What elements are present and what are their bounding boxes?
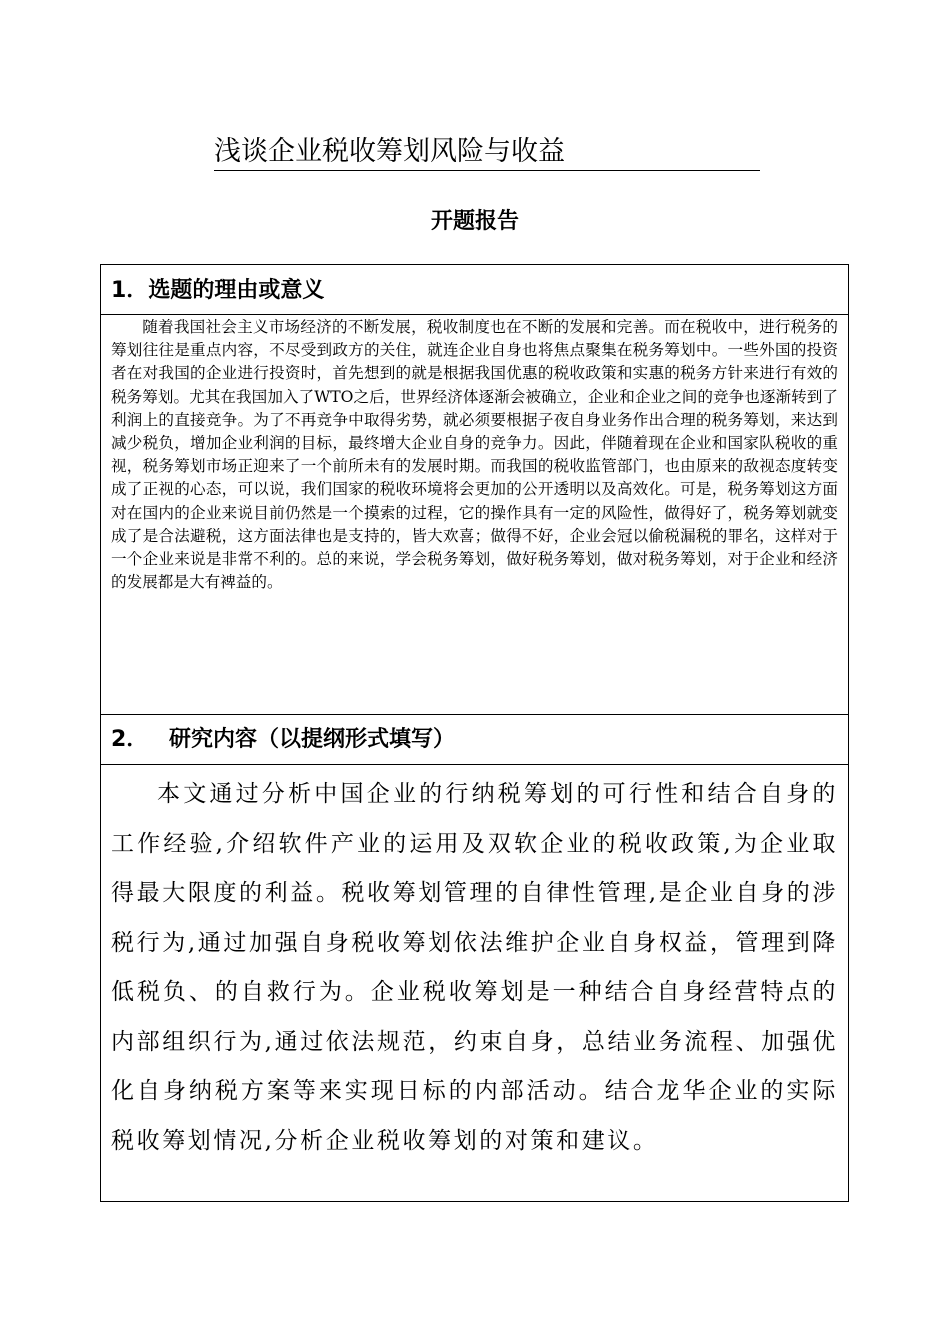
- report-form-table: [100, 264, 849, 1202]
- section-2-header: [101, 715, 848, 765]
- section-1-body: 随着我国社会主义市场经济的不断发展，税收制度也在不断的发展和完善。而在税收中，进行税务的筹划往往是重点内容，不尽受到政方的关住，就连企业自身也将焦点聚集在税务筹划中。一些外国的投资者在对我国的企业进行投资时，首先想到的就是根据我国优惠的税收政策和实惠的税务方针来进行有效的税务筹划。尤其在我国加入了WTO之后，世界经济体逐渐会被确立，企业和企业之间的竞争也逐渐转到了利润上的直接竞争。为了不再竞争中取得劣势，就必须要根据子夜自身业务作出合理的税务筹划，来达到减少税负，增加企业利润的目标，最终增大企业自身的竞争力。因此，伴随着现在企业和国家队税收的重视，税务筹划市场正迎来了一个前所未有的发展时期。而我国的税收监管部门，也由原来的敌视态度转变成了正视的心态，可以说，我们国家的税收环境将会更加的公开透明以及高效化。可是，税务筹划这方面对在国内的企业来说目前仍然是一个摸索的过程，它的操作具有一定的风险性，做得好了，税务筹划就变成了是合法避税，这方面法律也是支持的，皆大欢喜；做得不好，企业会冠以偷税漏税的罪名，这样对于一个企业来说是非常不利的。总的来说，学会税务筹划，做好税务筹划，做对税务筹划，对于企业和经济的发展都是大有裨益的。: [101, 315, 848, 715]
- section-2-body: 本文通过分析中国企业的行纳税筹划的可行性和结合自身的工作经验,介绍软件产业的运用及双软企业的税收政策,为企业取得最大限度的利益。税收筹划管理的自律性管理,是企业自身的涉税行为,通过加强自身税收筹划依法维护企业自身权益，管理到降低税负、的自救行为。企业税收筹划是一种结合自身经营特点的内部组织行为,通过依法规范，约束自身，总结业务流程、加强优化自身纳税方案等来实现日标的内部活动。结合龙华企业的实际税收筹划情况,分析企业税收筹划的对策和建议。: [111, 781, 838, 1154]
- section-1-heading: 选题的理由或意义: [148, 278, 325, 303]
- section-2-heading: 研究内容（以提纲形式填写）: [169, 727, 456, 752]
- section-2-number: 2．: [111, 727, 149, 752]
- report-heading: 开题报告: [430, 209, 519, 234]
- section-1-number: 1．: [111, 278, 149, 303]
- section-1-header: [101, 265, 848, 315]
- document-title: 浅谈企业税收筹划风险与收益: [214, 134, 760, 171]
